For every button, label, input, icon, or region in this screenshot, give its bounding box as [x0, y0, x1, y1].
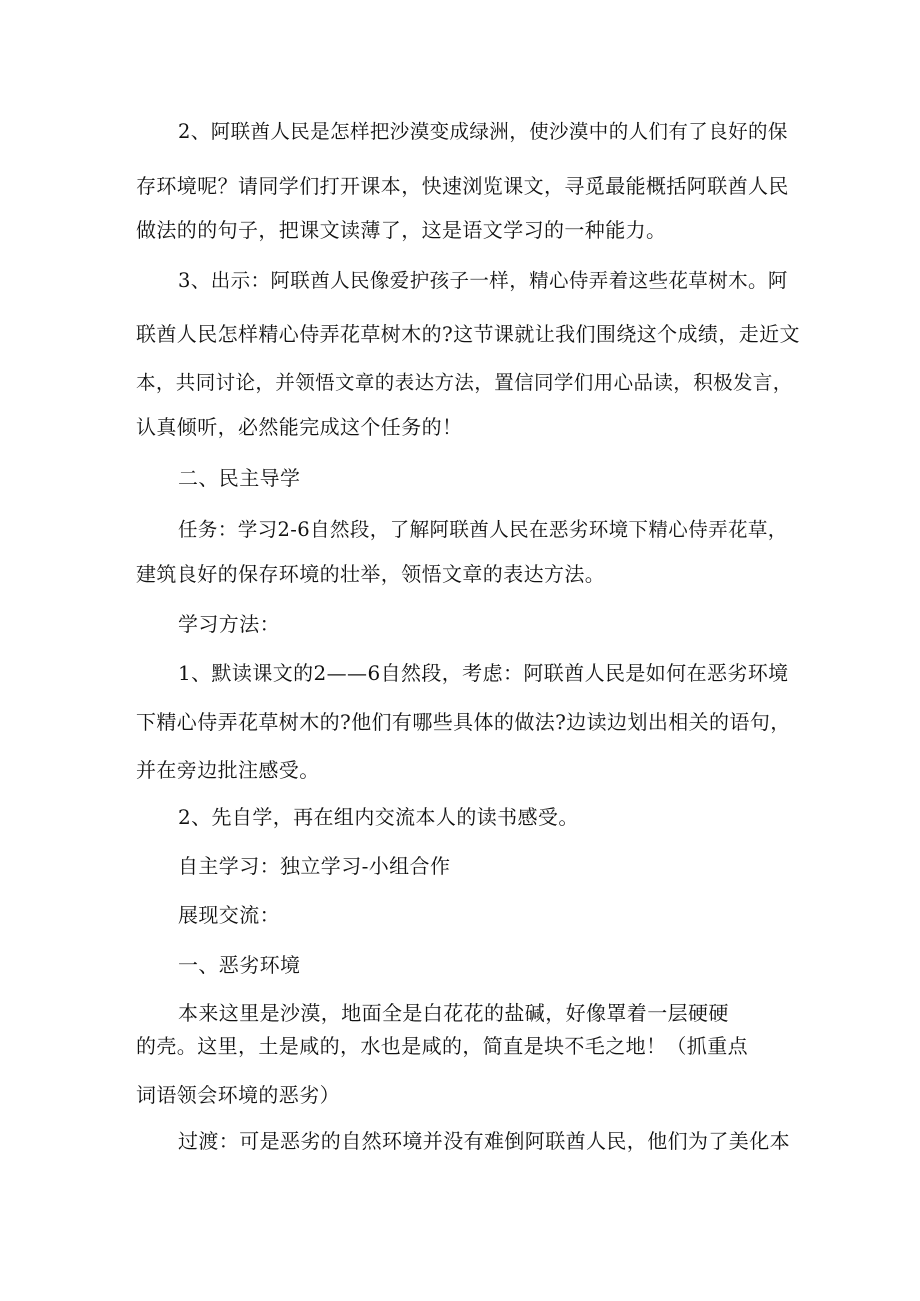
paragraph-line: 存环境呢？请同学们打开课本，快速浏览课文，寻觅最能概括阿联酋人民 [136, 174, 789, 198]
paragraph-line: 3、出示：阿联酋人民像爱护孩子一样，精心侍弄着这些花草树木。阿 [178, 269, 788, 292]
paragraph-line: 联酋人民怎样精心侍弄花草树木的?这节课就让我们围绕这个成绩，走近文 [136, 322, 800, 346]
paragraph-line: 做法的的句子，把课文读薄了，这是语文学习的一种能力。 [136, 218, 667, 242]
paragraph-line: 下精心侍弄花草树木的?他们有哪些具体的做法?边读边划出相关的语句， [136, 710, 791, 734]
paragraph-line: 本，共同讨论，并领悟文章的表达方法，置信同学们用心品读，积极发言， [136, 371, 793, 394]
paragraph-line: 认真倾听，必然能完成这个任务的！ [136, 415, 463, 439]
paragraph-line: 并在旁边批注感受。 [136, 758, 320, 782]
paragraph-line: 建筑良好的保存环境的壮举，领悟文章的表达方法。 [136, 562, 606, 586]
paragraph-line: 2、先自学，再在组内交流本人的读书感受。 [178, 805, 579, 829]
paragraph-line: 本来这里是沙漠，地面全是白花花的盐碱，好像罩着一层硬硬 [178, 1001, 729, 1025]
paragraph-line: 自主学习：独立学习-小组合作 [178, 854, 451, 878]
paragraph-line: 任务：学习2-6自然段，了解阿联酋人民在恶劣环境下精心侍弄花草， [178, 518, 788, 541]
paragraph-line: 过渡：可是恶劣的自然环境并没有难倒阿联酋人民，他们为了美化本 [178, 1129, 790, 1153]
paragraph-line: 展现交流： [178, 903, 280, 927]
paragraph-line: 学习方法： [178, 612, 280, 636]
section-heading: 二、民主导学 [178, 466, 301, 490]
section-heading: 一、恶劣环境 [178, 953, 301, 977]
paragraph-line: 2、阿联酋人民是怎样把沙漠变成绿洲，使沙漠中的人们有了良好的保 [178, 120, 788, 143]
paragraph-line: 词语领会环境的恶劣） [136, 1083, 340, 1107]
paragraph-line: 1、默读课文的2——6自然段，考虑：阿联酋人民是如何在恶劣环境 [178, 661, 789, 685]
paragraph-line: 的壳。这里，土是咸的，水也是咸的，简直是块不毛之地！（抓重点 [136, 1034, 748, 1058]
